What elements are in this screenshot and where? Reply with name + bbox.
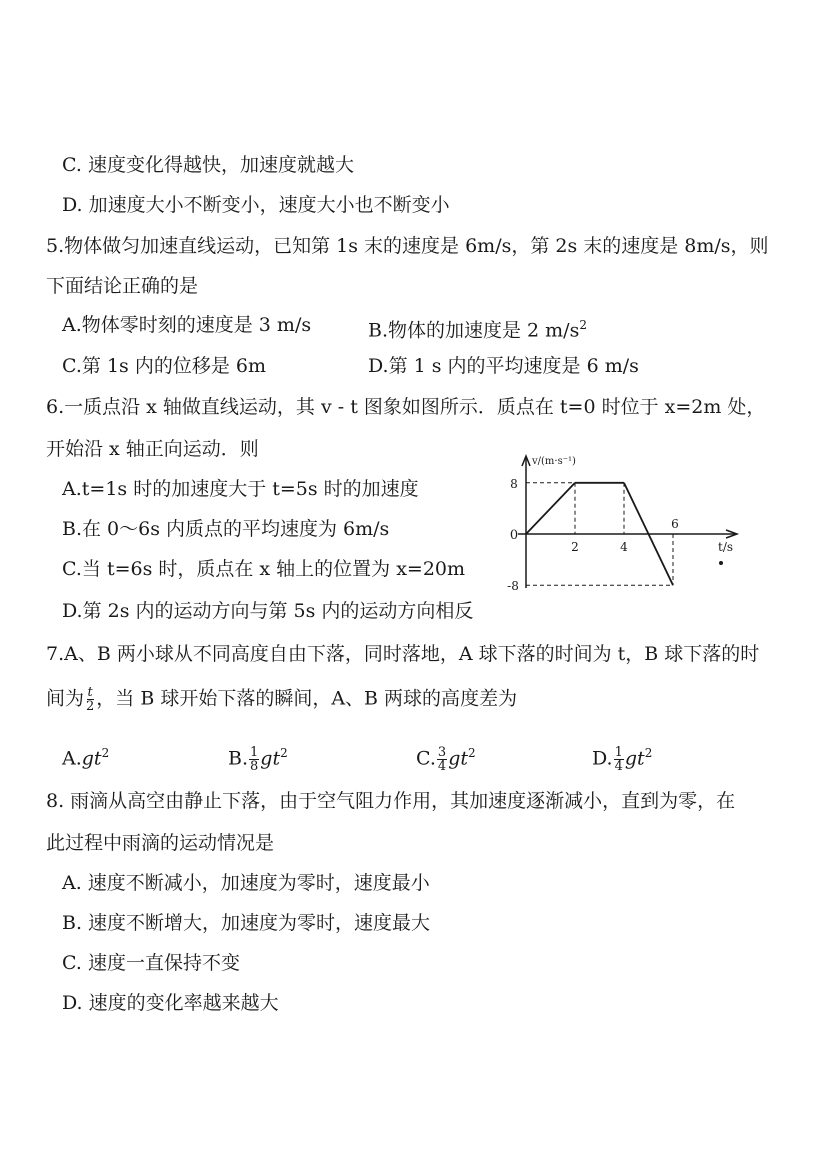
q6-option-b: B.在 0～6s 内质点的平均速度为 6m/s: [62, 518, 390, 540]
origin-label: 0: [509, 528, 519, 543]
q7-option-c-label: C.: [416, 747, 436, 770]
q7-option-a-label: A.: [62, 747, 82, 770]
q7-stem-pre: 间为: [46, 687, 85, 710]
q7-option-c-exponent: 2: [468, 746, 476, 760]
q7-option-a: [62, 742, 109, 769]
q7-option-b: [228, 742, 288, 773]
graph-axes: [518, 456, 737, 588]
q7-fraction-t-over-2: [85, 686, 95, 713]
y-tick-neg8: -8: [507, 579, 519, 594]
q4-option-d: D. 加速度大小不断变小，速度大小也不断变小: [62, 194, 450, 216]
q7-fraction-denominator: 2: [86, 699, 95, 714]
q7-stem-post: ，当 B 球开始下落的瞬间，A、B 两球的高度差为: [96, 687, 518, 710]
q8-option-a: A. 速度不断减小，加速度为零时，速度最小: [62, 872, 430, 894]
q4-option-c: C. 速度变化得越快，加速度就越大: [62, 154, 354, 176]
q7-option-b-num: 1: [250, 744, 259, 760]
q7-option-d: [592, 742, 652, 773]
q7-fraction-numerator: t: [87, 685, 93, 700]
q8-option-b: B. 速度不断增大，加速度为零时，速度最大: [62, 912, 431, 934]
q7-option-d-label: D.: [592, 747, 613, 770]
q6-option-a: A.t=1s 时的加速度大于 t=5s 时的加速度: [62, 478, 419, 500]
series-segment-0: [526, 483, 575, 534]
q7-option-c-expr: gt: [448, 747, 468, 770]
q7-option-b-fraction: [249, 746, 259, 773]
q8-option-d: D. 速度的变化率越来越大: [62, 992, 279, 1014]
q5-option-b: [368, 314, 587, 341]
vt-graph: [496, 448, 746, 598]
x-axis-label: t/s: [718, 540, 734, 554]
q7-option-c-num: 3: [437, 744, 447, 760]
q6-option-c: C.当 t=6s 时，质点在 x 轴上的位置为 x=20m: [62, 558, 466, 580]
q7-option-d-fraction: [614, 746, 624, 773]
q6-option-d: D.第 2s 内的运动方向与第 5s 内的运动方向相反: [62, 600, 474, 622]
x-tick-4: 4: [620, 540, 628, 554]
q7-option-d-den: 4: [614, 758, 623, 774]
x-tick-2: 2: [571, 540, 579, 554]
q7-option-a-expr: gt: [81, 747, 102, 770]
x-tick-6: 6: [671, 517, 679, 531]
q5-option-d: D.第 1 s 内的平均速度是 6 m/s: [368, 355, 639, 377]
q7-option-c-den: 4: [437, 758, 447, 774]
q5-option-a: A.物体零时刻的速度是 3 m/s: [62, 314, 312, 336]
q7-option-d-num: 1: [614, 744, 623, 760]
q7-option-b-den: 8: [250, 758, 259, 774]
q5-stem-line1: 5.物体做匀加速直线运动，已知第 1s 末的速度是 6m/s，第 2s 末的速度是 8m/s，则: [46, 235, 769, 257]
q7-option-b-exponent: 2: [280, 746, 288, 760]
q7-option-b-expr: gt: [260, 747, 281, 770]
q5-stem-line2: 下面结论正确的是: [46, 275, 199, 297]
y-tick-8: 8: [510, 476, 518, 491]
stray-dot: [719, 561, 723, 565]
q7-option-c: [416, 742, 476, 773]
q6-stem-line1: 6.一质点沿 x 轴做直线运动，其 v - t 图象如图所示．质点在 t=0 时位于 x=2m 处，: [46, 396, 766, 418]
q7-option-b-label: B.: [228, 747, 249, 770]
q5-option-c: C.第 1s 内的位移是 6m: [62, 355, 266, 377]
q7-option-d-exponent: 2: [644, 746, 653, 760]
q6-stem-line2: 开始沿 x 轴正向运动．则: [46, 438, 259, 460]
q7-option-d-expr: gt: [624, 747, 645, 770]
q7-option-c-fraction: [437, 746, 447, 773]
q8-stem-line2: 此过程中雨滴的运动情况是: [46, 832, 275, 854]
q5-option-b-exponent: 2: [579, 318, 587, 332]
q7-option-a-exponent: 2: [101, 746, 110, 760]
q8-option-c: C. 速度一直保持不变: [62, 952, 240, 974]
q5-option-b-text: B.物体的加速度是 2 m/s: [368, 319, 580, 342]
q7-stem-line1: 7.A、B 两小球从不同高度自由下落，同时落地，A 球下落的时间为 t，B 球下落的时: [46, 643, 760, 665]
y-axis-label: v/(m·s⁻¹): [532, 456, 576, 467]
q8-stem-line1: 8. 雨滴从高空由静止下落，由于空气阻力作用，其加速度逐渐减小，直到为零，在: [46, 790, 736, 812]
graph-labels: [507, 456, 733, 593]
q7-stem-line2: [46, 686, 517, 713]
